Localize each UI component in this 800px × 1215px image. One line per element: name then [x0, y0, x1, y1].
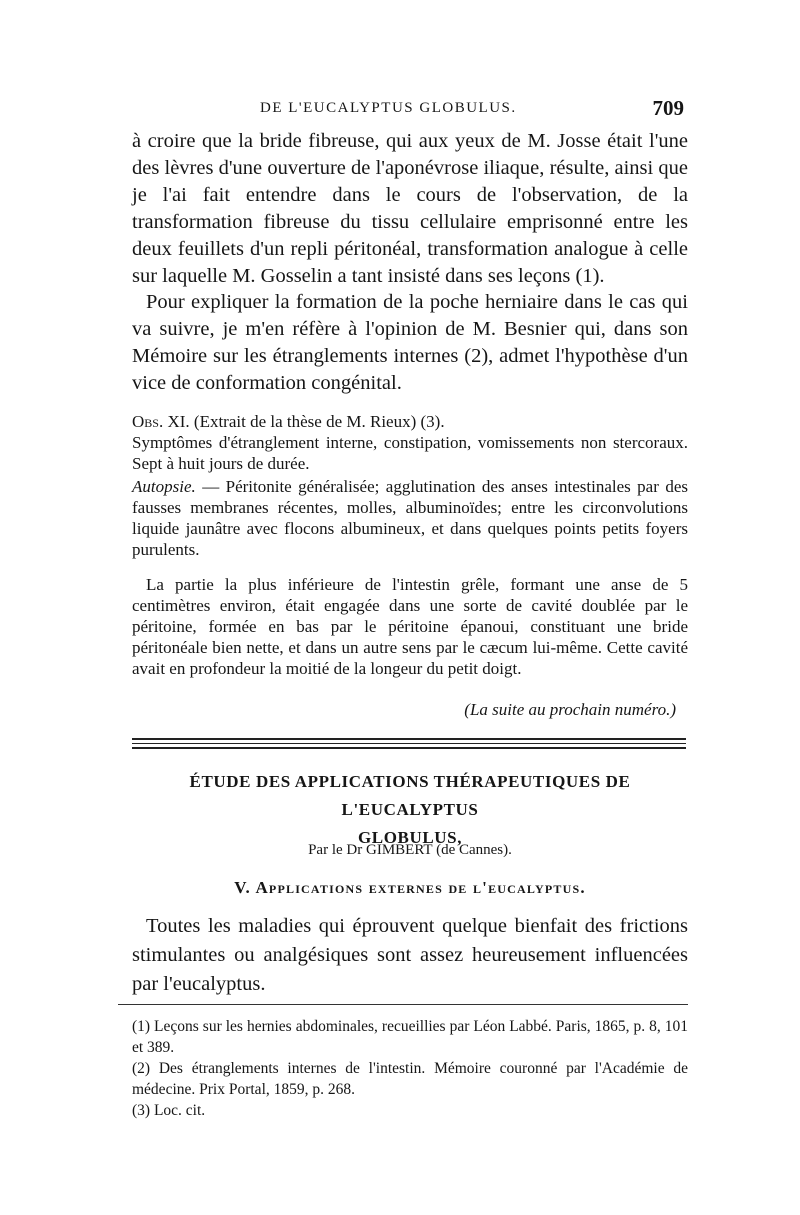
- autopsy-label: Autopsie.: [132, 477, 196, 496]
- body-paragraph-1: à croire que la bride fibreuse, qui aux yeux de M. Josse était l'une des lèvres d'une ouverture de l'aponévrose iliaque, résulte, ainsi que je l'ai fait entendre dans le cours de l'observation, de la transformation fibreuse du tissu cellulaire emprisonné entre les deux feuillets d'un repli péritonéal, transformation analogue à celle sur laquelle M. Gosselin a tant insisté dans ses leçons (1).: [132, 130, 688, 287]
- observation-header: [132, 411, 688, 474]
- page-number: 709: [652, 96, 684, 120]
- autopsy-text: — Péritonite généralisée; agglutination des anses intestinales par des fausses membranes récentes, molles, albuminoïdes; entre les circonvolutions liquide jaunâtre avec flocons albumineux, et dans quelques points petits foyers purulents.: [132, 477, 688, 559]
- body-paragraph-2: Pour expliquer la formation de la poche herniaire dans le cas qui va suivre, je m'en réfère à l'opinion de M. Besnier qui, dans son Mémoire sur les étranglements internes (2), admet l'hypothèse d'un vice de conformation congénital.: [132, 291, 688, 394]
- observation-source: (Extrait de la thèse de M. Rieux) (3).: [193, 412, 445, 431]
- footnotes: [132, 1016, 688, 1121]
- autopsy-paragraph: [132, 476, 688, 560]
- running-title: DE L'EUCALYPTUS GLOBULUS.: [260, 100, 517, 116]
- section-separator: [132, 738, 686, 749]
- page-header: [250, 98, 710, 124]
- article-title-line-1: ÉTUDE DES APPLICATIONS THÉRAPEUTIQUES DE L'EUCALYPTUS: [189, 772, 631, 819]
- article-title: [132, 768, 688, 852]
- body-paragraph-3: Toutes les maladies qui éprouvent quelque bienfait des frictions stimulantes ou analgésiques sont assez heureusement influencées par l'eucalyptus.: [132, 915, 688, 995]
- continuation-note: (La suite au prochain numéro.): [464, 700, 676, 719]
- footnote-3: (3) Loc. cit.: [132, 1102, 206, 1119]
- observation-symptoms: Symptômes d'étranglement interne, constipation, vomissements non stercoraux. Sept à huit jours de durée.: [132, 433, 688, 473]
- article-title-line-2: GLOBULUS,: [357, 828, 463, 847]
- observation-paragraph: La partie la plus inférieure de l'intestin grêle, formant une anse de 5 centimètres environ, était engagée dans une sorte de cavité doublée par le péritoine, formée en bas par le péritoine épanoui, constituant une bride péritonéale bien nette, et dans un autre sens par le cæcum lui-même. Cette cavité avait en profondeur la moitié de la longeur du petit doigt.: [132, 575, 688, 678]
- footnote-1: (1) Leçons sur les hernies abdominales, recueillies par Léon Labbé. Paris, 1865, p. 8, 101 et 389.: [132, 1018, 688, 1056]
- footnote-rule: [118, 1004, 688, 1005]
- article-byline: Par le Dr GIMBERT (de Cannes).: [308, 842, 512, 858]
- footnote-2: (2) Des étranglements internes de l'intestin. Mémoire couronné par l'Académie de médecine. Prix Portal, 1859, p. 268.: [132, 1060, 688, 1098]
- section-heading: V. Applications externes de l'eucalyptus.: [234, 878, 586, 897]
- observation-label: Obs. XI.: [132, 412, 190, 431]
